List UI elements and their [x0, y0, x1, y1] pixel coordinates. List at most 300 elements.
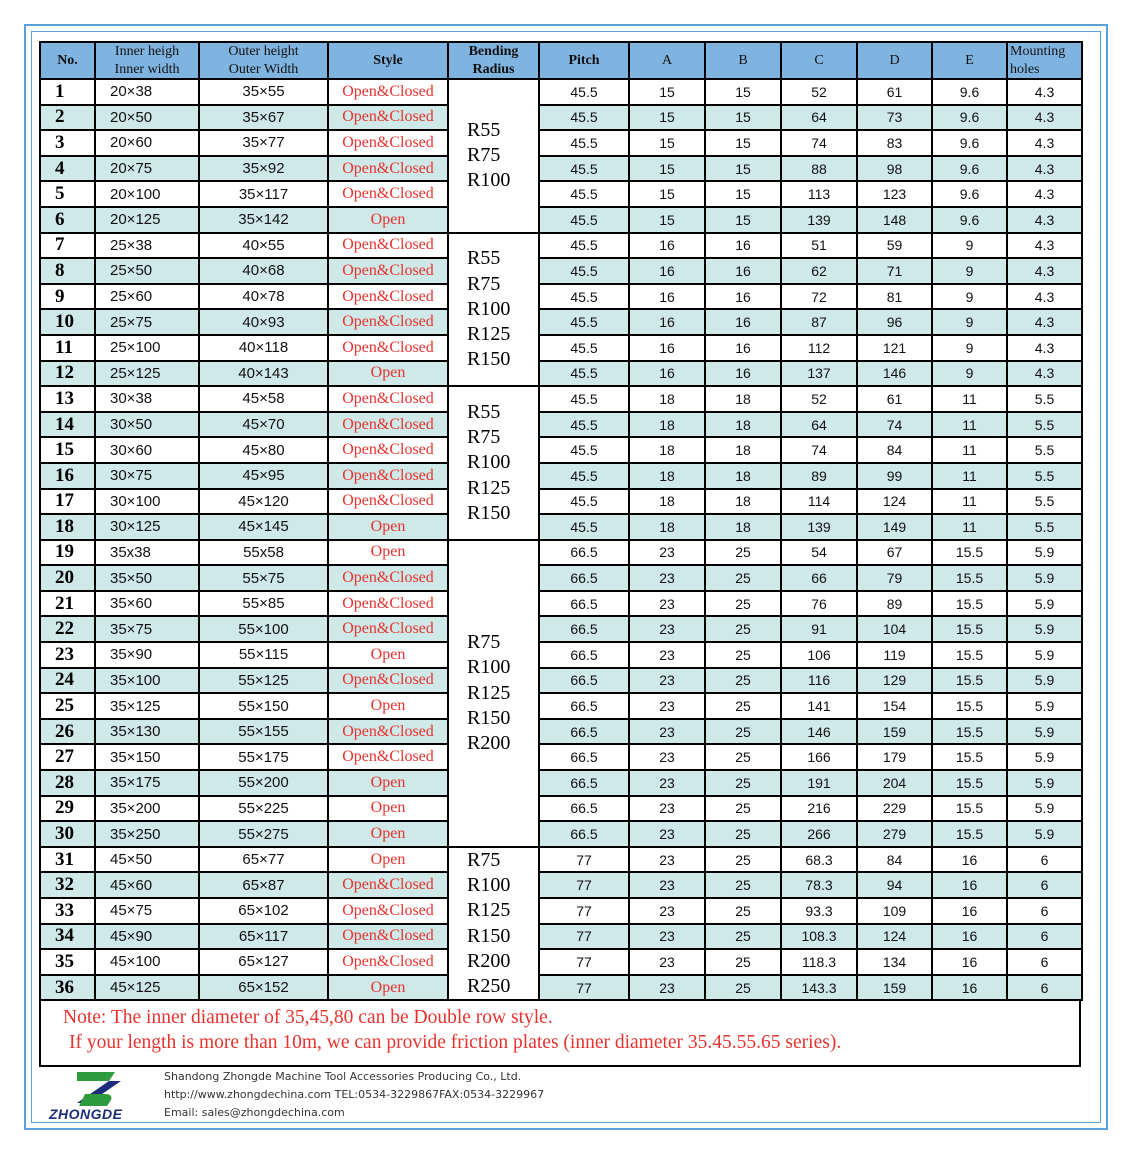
table-row [40, 924, 1082, 950]
pitch-cell: 66.5 [539, 540, 629, 566]
row-number: 15 [40, 437, 95, 463]
d-cell: 123 [857, 181, 932, 207]
d-cell: 121 [857, 335, 932, 361]
d-cell: 96 [857, 309, 932, 335]
bending-radius-value: R150 [467, 706, 511, 729]
row-number: 25 [40, 693, 95, 719]
table-row [40, 437, 1082, 463]
pitch-cell: 66.5 [539, 668, 629, 694]
b-cell: 16 [705, 284, 781, 310]
d-cell: 74 [857, 412, 932, 438]
bending-radius-value: R125 [467, 322, 511, 345]
header-b: B [705, 42, 781, 79]
bending-radius-value: R55 [467, 247, 501, 270]
table-row [40, 744, 1082, 770]
outer-size-cell: 40×55 [199, 233, 328, 259]
e-cell: 15.5 [932, 796, 1007, 822]
mounting-holes-cell: 5.5 [1007, 463, 1082, 489]
mounting-holes-cell: 4.3 [1007, 207, 1082, 233]
header-d: D [857, 42, 932, 79]
table-row [40, 514, 1082, 540]
mounting-holes-cell: 4.3 [1007, 156, 1082, 182]
d-cell: 109 [857, 898, 932, 924]
e-cell: 16 [932, 924, 1007, 950]
table-row [40, 463, 1082, 489]
e-cell: 9.6 [932, 105, 1007, 131]
mounting-holes-cell: 6 [1007, 847, 1082, 873]
c-cell: 52 [781, 386, 857, 412]
c-cell: 64 [781, 105, 857, 131]
table-row [40, 719, 1082, 745]
table-row [40, 258, 1082, 284]
outer-size-cell: 55×225 [199, 796, 328, 822]
pitch-cell: 45.5 [539, 514, 629, 540]
inner-size-cell: 35×250 [95, 821, 199, 847]
outer-size-cell: 35×77 [199, 130, 328, 156]
style-cell: Open [328, 975, 448, 1001]
d-cell: 84 [857, 437, 932, 463]
mounting-holes-cell: 4.3 [1007, 181, 1082, 207]
outer-size-cell: 55×275 [199, 821, 328, 847]
e-cell: 16 [932, 949, 1007, 975]
bending-radius-value: R125 [467, 681, 511, 704]
c-cell: 89 [781, 463, 857, 489]
c-cell: 88 [781, 156, 857, 182]
table-row [40, 616, 1082, 642]
style-cell: Open [328, 796, 448, 822]
outer-size-cell: 40×93 [199, 309, 328, 335]
outer-size-cell: 55×75 [199, 565, 328, 591]
outer-size-cell: 55×125 [199, 668, 328, 694]
b-cell: 18 [705, 463, 781, 489]
row-number: 7 [40, 233, 95, 259]
style-cell: Open&Closed [328, 591, 448, 617]
d-cell: 154 [857, 693, 932, 719]
d-cell: 119 [857, 642, 932, 668]
e-cell: 15.5 [932, 642, 1007, 668]
table-row [40, 540, 1082, 566]
b-cell: 15 [705, 207, 781, 233]
d-cell: 61 [857, 386, 932, 412]
row-number: 2 [40, 105, 95, 131]
a-cell: 15 [629, 130, 705, 156]
d-cell: 179 [857, 744, 932, 770]
row-number: 34 [40, 924, 95, 950]
mounting-holes-cell: 6 [1007, 872, 1082, 898]
c-cell: 266 [781, 821, 857, 847]
e-cell: 11 [932, 437, 1007, 463]
e-cell: 9 [932, 361, 1007, 387]
c-cell: 114 [781, 489, 857, 515]
pitch-cell: 45.5 [539, 437, 629, 463]
company-web-tel: http://www.zhongdechina.com TEL:0534-3229867FAX:0534-3229967 [164, 1088, 545, 1101]
d-cell: 159 [857, 719, 932, 745]
header-inner-line1: Inner heigh [114, 44, 180, 59]
d-cell: 84 [857, 847, 932, 873]
outer-size-cell: 65×127 [199, 949, 328, 975]
header-a: A [629, 42, 705, 79]
bending-radius-value: R250 [467, 974, 511, 997]
bending-radius-group [448, 386, 539, 540]
inner-size-cell: 35×200 [95, 796, 199, 822]
outer-size-cell: 40×143 [199, 361, 328, 387]
a-cell: 23 [629, 872, 705, 898]
c-cell: 91 [781, 616, 857, 642]
d-cell: 159 [857, 975, 932, 1001]
c-cell: 72 [781, 284, 857, 310]
style-cell: Open&Closed [328, 412, 448, 438]
outer-size-cell: 40×68 [199, 258, 328, 284]
d-cell: 149 [857, 514, 932, 540]
bending-radius-group [448, 540, 539, 847]
row-number: 31 [40, 847, 95, 873]
d-cell: 83 [857, 130, 932, 156]
bending-radius-value: R125 [467, 476, 511, 499]
table-row [40, 309, 1082, 335]
b-cell: 25 [705, 591, 781, 617]
b-cell: 25 [705, 642, 781, 668]
table-row [40, 591, 1082, 617]
mounting-holes-cell: 5.9 [1007, 693, 1082, 719]
table-row [40, 233, 1082, 259]
footer [39, 1064, 1081, 1124]
row-number: 21 [40, 591, 95, 617]
c-cell: 66 [781, 565, 857, 591]
bending-radius-value: R75 [467, 272, 501, 295]
row-number: 23 [40, 642, 95, 668]
inner-size-cell: 30×75 [95, 463, 199, 489]
pitch-cell: 66.5 [539, 591, 629, 617]
row-number: 1 [40, 79, 95, 105]
c-cell: 106 [781, 642, 857, 668]
d-cell: 94 [857, 872, 932, 898]
style-cell: Open [328, 514, 448, 540]
mounting-holes-cell: 5.5 [1007, 412, 1082, 438]
e-cell: 15.5 [932, 565, 1007, 591]
e-cell: 11 [932, 412, 1007, 438]
a-cell: 23 [629, 591, 705, 617]
bending-radius-value: R100 [467, 169, 511, 192]
style-cell: Open&Closed [328, 130, 448, 156]
pitch-cell: 66.5 [539, 642, 629, 668]
mounting-holes-cell: 6 [1007, 924, 1082, 950]
row-number: 24 [40, 668, 95, 694]
pitch-cell: 45.5 [539, 207, 629, 233]
row-number: 26 [40, 719, 95, 745]
e-cell: 15.5 [932, 540, 1007, 566]
inner-size-cell: 30×100 [95, 489, 199, 515]
mounting-holes-cell: 5.9 [1007, 744, 1082, 770]
a-cell: 15 [629, 156, 705, 182]
outer-size-cell: 55×155 [199, 719, 328, 745]
style-cell: Open&Closed [328, 616, 448, 642]
c-cell: 52 [781, 79, 857, 105]
pitch-cell: 45.5 [539, 233, 629, 259]
row-number: 29 [40, 796, 95, 822]
bending-radius-value: R150 [467, 924, 511, 947]
a-cell: 23 [629, 847, 705, 873]
e-cell: 15.5 [932, 693, 1007, 719]
b-cell: 15 [705, 181, 781, 207]
style-cell: Open&Closed [328, 233, 448, 259]
pitch-cell: 45.5 [539, 412, 629, 438]
inner-size-cell: 25×75 [95, 309, 199, 335]
d-cell: 229 [857, 796, 932, 822]
style-cell: Open&Closed [328, 79, 448, 105]
c-cell: 166 [781, 744, 857, 770]
a-cell: 15 [629, 207, 705, 233]
d-cell: 104 [857, 616, 932, 642]
inner-size-cell: 45×75 [95, 898, 199, 924]
pitch-cell: 66.5 [539, 796, 629, 822]
outer-size-cell: 45×80 [199, 437, 328, 463]
header-outer-line1: Outer height [228, 44, 299, 59]
c-cell: 54 [781, 540, 857, 566]
table-row [40, 821, 1082, 847]
mounting-holes-cell: 5.9 [1007, 821, 1082, 847]
outer-size-cell: 40×78 [199, 284, 328, 310]
a-cell: 23 [629, 642, 705, 668]
outer-size-cell: 35×55 [199, 79, 328, 105]
mounting-holes-cell: 5.5 [1007, 386, 1082, 412]
b-cell: 16 [705, 335, 781, 361]
c-cell: 141 [781, 693, 857, 719]
table-row [40, 847, 1082, 873]
table-row [40, 130, 1082, 156]
mounting-holes-cell: 4.3 [1007, 233, 1082, 259]
outer-size-cell: 45×145 [199, 514, 328, 540]
bending-radius-value: R125 [467, 899, 511, 922]
style-cell: Open&Closed [328, 386, 448, 412]
style-cell: Open&Closed [328, 156, 448, 182]
a-cell: 16 [629, 361, 705, 387]
style-cell: Open [328, 693, 448, 719]
inner-size-cell: 25×125 [95, 361, 199, 387]
mounting-holes-cell: 5.9 [1007, 796, 1082, 822]
style-cell: Open&Closed [328, 668, 448, 694]
c-cell: 87 [781, 309, 857, 335]
inner-size-cell: 35×50 [95, 565, 199, 591]
row-number: 30 [40, 821, 95, 847]
row-number: 19 [40, 540, 95, 566]
b-cell: 25 [705, 898, 781, 924]
c-cell: 74 [781, 437, 857, 463]
mounting-holes-cell: 4.3 [1007, 79, 1082, 105]
table-row [40, 412, 1082, 438]
e-cell: 15.5 [932, 719, 1007, 745]
pitch-cell: 45.5 [539, 258, 629, 284]
pitch-cell: 77 [539, 949, 629, 975]
header-pitch: Pitch [539, 42, 629, 79]
pitch-cell: 45.5 [539, 463, 629, 489]
d-cell: 81 [857, 284, 932, 310]
e-cell: 11 [932, 489, 1007, 515]
table-row [40, 181, 1082, 207]
a-cell: 23 [629, 796, 705, 822]
outer-size-cell: 65×77 [199, 847, 328, 873]
b-cell: 16 [705, 258, 781, 284]
style-cell: Open&Closed [328, 924, 448, 950]
outer-size-cell: 55×175 [199, 744, 328, 770]
a-cell: 23 [629, 668, 705, 694]
mounting-holes-cell: 6 [1007, 898, 1082, 924]
mounting-holes-cell: 6 [1007, 975, 1082, 1001]
c-cell: 51 [781, 233, 857, 259]
c-cell: 139 [781, 514, 857, 540]
a-cell: 15 [629, 181, 705, 207]
row-number: 13 [40, 386, 95, 412]
pitch-cell: 66.5 [539, 744, 629, 770]
header-bending-line2: Radius [472, 61, 515, 77]
a-cell: 23 [629, 975, 705, 1001]
d-cell: 99 [857, 463, 932, 489]
outer-size-cell: 45×58 [199, 386, 328, 412]
c-cell: 76 [781, 591, 857, 617]
outer-size-cell: 55×150 [199, 693, 328, 719]
a-cell: 18 [629, 437, 705, 463]
a-cell: 16 [629, 233, 705, 259]
b-cell: 15 [705, 79, 781, 105]
bending-radius-value: R55 [467, 119, 501, 141]
b-cell: 25 [705, 565, 781, 591]
d-cell: 134 [857, 949, 932, 975]
e-cell: 9 [932, 309, 1007, 335]
b-cell: 16 [705, 233, 781, 259]
bending-radius-value: R55 [467, 400, 501, 423]
c-cell: 191 [781, 770, 857, 796]
a-cell: 18 [629, 489, 705, 515]
table-row [40, 284, 1082, 310]
e-cell: 9.6 [932, 181, 1007, 207]
mounting-holes-cell: 5.5 [1007, 514, 1082, 540]
bending-radius-value: R75 [467, 426, 501, 449]
a-cell: 23 [629, 924, 705, 950]
table-row [40, 693, 1082, 719]
outer-size-cell: 55x58 [199, 540, 328, 566]
bending-radius-value: R100 [467, 874, 511, 897]
b-cell: 18 [705, 437, 781, 463]
header-inner-line2: Inner width [114, 61, 180, 77]
outer-size-cell: 35×67 [199, 105, 328, 131]
e-cell: 9.6 [932, 130, 1007, 156]
style-cell: Open [328, 540, 448, 566]
header-bending-line1: Bending [468, 44, 519, 59]
company-info [164, 1068, 544, 1122]
row-number: 32 [40, 872, 95, 898]
bending-radius-value: R150 [467, 501, 511, 524]
mounting-holes-cell: 5.9 [1007, 591, 1082, 617]
inner-size-cell: 35×125 [95, 693, 199, 719]
header-inner-size [95, 42, 199, 79]
e-cell: 16 [932, 847, 1007, 873]
table-row [40, 156, 1082, 182]
c-cell: 74 [781, 130, 857, 156]
header-e: E [932, 42, 1007, 79]
inner-size-cell: 35×90 [95, 642, 199, 668]
outer-size-cell: 45×95 [199, 463, 328, 489]
table-row [40, 386, 1082, 412]
c-cell: 143.3 [781, 975, 857, 1001]
bending-radius-group [448, 79, 539, 233]
mounting-holes-cell: 4.3 [1007, 335, 1082, 361]
b-cell: 25 [705, 540, 781, 566]
inner-size-cell: 35×150 [95, 744, 199, 770]
note-area [39, 1001, 1081, 1067]
inner-size-cell: 30×60 [95, 437, 199, 463]
row-number: 35 [40, 949, 95, 975]
b-cell: 25 [705, 770, 781, 796]
e-cell: 15.5 [932, 668, 1007, 694]
style-cell: Open [328, 821, 448, 847]
e-cell: 15.5 [932, 821, 1007, 847]
a-cell: 16 [629, 335, 705, 361]
b-cell: 16 [705, 361, 781, 387]
row-number: 27 [40, 744, 95, 770]
inner-size-cell: 35×100 [95, 668, 199, 694]
d-cell: 124 [857, 489, 932, 515]
b-cell: 25 [705, 796, 781, 822]
company-email: Email: sales@zhongdechina.com [164, 1106, 345, 1119]
row-number: 10 [40, 309, 95, 335]
header-style: Style [328, 42, 448, 79]
pitch-cell: 45.5 [539, 79, 629, 105]
e-cell: 15.5 [932, 591, 1007, 617]
c-cell: 139 [781, 207, 857, 233]
e-cell: 9.6 [932, 79, 1007, 105]
pitch-cell: 77 [539, 847, 629, 873]
table-row [40, 642, 1082, 668]
inner-size-cell: 35×175 [95, 770, 199, 796]
header-mount-line1: Mounting [1010, 44, 1066, 59]
pitch-cell: 45.5 [539, 156, 629, 182]
style-cell: Open [328, 207, 448, 233]
inner-size-cell: 20×38 [95, 79, 199, 105]
mounting-holes-cell: 5.5 [1007, 437, 1082, 463]
outer-size-cell: 45×70 [199, 412, 328, 438]
b-cell: 25 [705, 949, 781, 975]
style-cell: Open&Closed [328, 105, 448, 131]
inner-size-cell: 35×75 [95, 616, 199, 642]
style-cell: Open [328, 361, 448, 387]
b-cell: 18 [705, 489, 781, 515]
c-cell: 118.3 [781, 949, 857, 975]
bending-radius-value: R75 [467, 631, 501, 654]
table-row [40, 335, 1082, 361]
row-number: 4 [40, 156, 95, 182]
table-row [40, 898, 1082, 924]
e-cell: 16 [932, 898, 1007, 924]
e-cell: 16 [932, 975, 1007, 1001]
header-outer-size [199, 42, 328, 79]
mounting-holes-cell: 4.3 [1007, 284, 1082, 310]
pitch-cell: 66.5 [539, 693, 629, 719]
row-number: 3 [40, 130, 95, 156]
table-header-row [40, 42, 1082, 79]
spec-sheet [39, 41, 1081, 1067]
pitch-cell: 77 [539, 924, 629, 950]
c-cell: 116 [781, 668, 857, 694]
company-name: Shandong Zhongde Machine Tool Accessories Producing Co., Ltd. [164, 1070, 522, 1083]
pitch-cell: 77 [539, 872, 629, 898]
e-cell: 9 [932, 258, 1007, 284]
outer-size-cell: 35×117 [199, 181, 328, 207]
a-cell: 23 [629, 565, 705, 591]
note-line-1: Note: The inner diameter of 35,45,80 can be Double row style. [63, 1007, 553, 1029]
c-cell: 64 [781, 412, 857, 438]
d-cell: 79 [857, 565, 932, 591]
inner-size-cell: 35×130 [95, 719, 199, 745]
pitch-cell: 66.5 [539, 719, 629, 745]
